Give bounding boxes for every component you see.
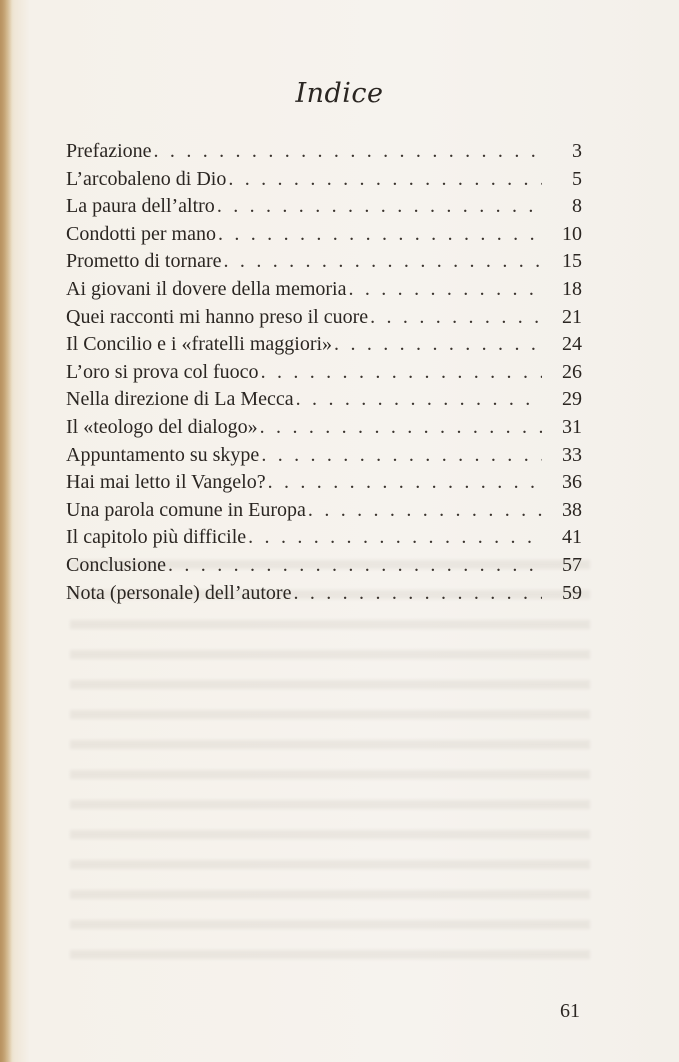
toc-entry-title: Prometto di tornare — [66, 250, 222, 273]
dot-leader — [261, 442, 542, 470]
toc-entry-page: 36 — [562, 471, 582, 494]
dot-leader — [334, 331, 542, 359]
dot-leader — [168, 552, 542, 580]
toc-entry-page: 8 — [572, 195, 582, 218]
dot-leader — [228, 166, 542, 194]
toc-entry-page: 29 — [562, 388, 582, 411]
toc-entry-page: 18 — [562, 277, 582, 300]
dot-leader — [370, 304, 542, 332]
toc-entry-title: Hai mai letto il Vangelo? — [66, 471, 266, 494]
toc-entry — [66, 442, 582, 470]
toc-entry — [66, 497, 582, 525]
toc-entry-page: 15 — [562, 250, 582, 273]
toc-entry-page: 5 — [572, 167, 582, 190]
toc-entry — [66, 331, 582, 359]
toc-entry — [66, 276, 582, 304]
toc-entry-title: Il «teologo del dialogo» — [66, 415, 258, 438]
dot-leader — [296, 386, 542, 414]
dot-leader — [224, 248, 542, 276]
toc-entry-title: Appuntamento su skype — [66, 443, 260, 466]
toc-entry — [66, 386, 582, 414]
toc-entry — [66, 193, 582, 221]
toc-entry — [66, 524, 582, 552]
toc-entry-page: 59 — [562, 581, 582, 604]
toc-entry — [66, 469, 582, 497]
dot-leader — [261, 359, 542, 387]
page-title: Indice — [295, 78, 384, 109]
binding-shadow — [0, 0, 12, 1062]
dot-leader — [260, 414, 542, 442]
toc-entry-page: 10 — [562, 222, 582, 245]
toc-entry-title: Il Concilio e i «fratelli maggiori» — [66, 333, 333, 356]
toc-entry-page: 31 — [562, 415, 582, 438]
dot-leader — [293, 580, 542, 608]
toc-entry-page: 21 — [562, 305, 582, 328]
table-of-contents — [66, 138, 582, 607]
toc-entry-title: L’oro si prova col fuoco — [66, 360, 259, 383]
toc-entry-title: La paura dell’altro — [66, 195, 215, 218]
toc-entry-page: 24 — [562, 333, 582, 356]
toc-entry-title: Ai giovani il dovere della memoria — [66, 277, 347, 300]
toc-entry-title: Prefazione — [66, 140, 152, 162]
dot-leader — [268, 469, 542, 497]
toc-entry — [66, 248, 582, 276]
dot-leader — [218, 221, 542, 249]
toc-entry — [66, 359, 582, 387]
toc-entry — [66, 138, 582, 166]
dot-leader — [308, 497, 542, 525]
dot-leader — [154, 138, 542, 166]
folio-number: 61 — [560, 1000, 580, 1022]
toc-entry-page: 38 — [562, 498, 582, 521]
dot-leader — [248, 524, 542, 552]
toc-entry-title: Una parola comune in Europa — [66, 498, 306, 521]
toc-entry — [66, 166, 582, 194]
dot-leader — [217, 193, 542, 221]
toc-entry — [66, 414, 582, 442]
toc-entry-page: 41 — [562, 526, 582, 549]
toc-entry-title: Nota (personale) dell’autore — [66, 581, 292, 604]
toc-entry-title: Il capitolo più difficile — [66, 526, 247, 549]
toc-entry-page: 26 — [562, 360, 582, 383]
toc-entry-page: 57 — [562, 553, 582, 576]
toc-entry — [66, 552, 582, 580]
toc-entry-page: 33 — [562, 443, 582, 466]
toc-entry-title: Quei racconti mi hanno preso il cuore — [66, 305, 369, 328]
dot-leader — [348, 276, 542, 304]
toc-entry-title: L’arcobaleno di Dio — [66, 167, 227, 190]
toc-entry-title: Conclusione — [66, 553, 166, 576]
toc-entry — [66, 221, 582, 249]
toc-entry-page: 3 — [572, 140, 582, 162]
show-through-text — [70, 560, 590, 980]
toc-entry-title: Nella direzione di La Mecca — [66, 388, 294, 411]
toc-entry — [66, 580, 582, 608]
toc-entry — [66, 304, 582, 332]
toc-entry-title: Condotti per mano — [66, 222, 216, 245]
